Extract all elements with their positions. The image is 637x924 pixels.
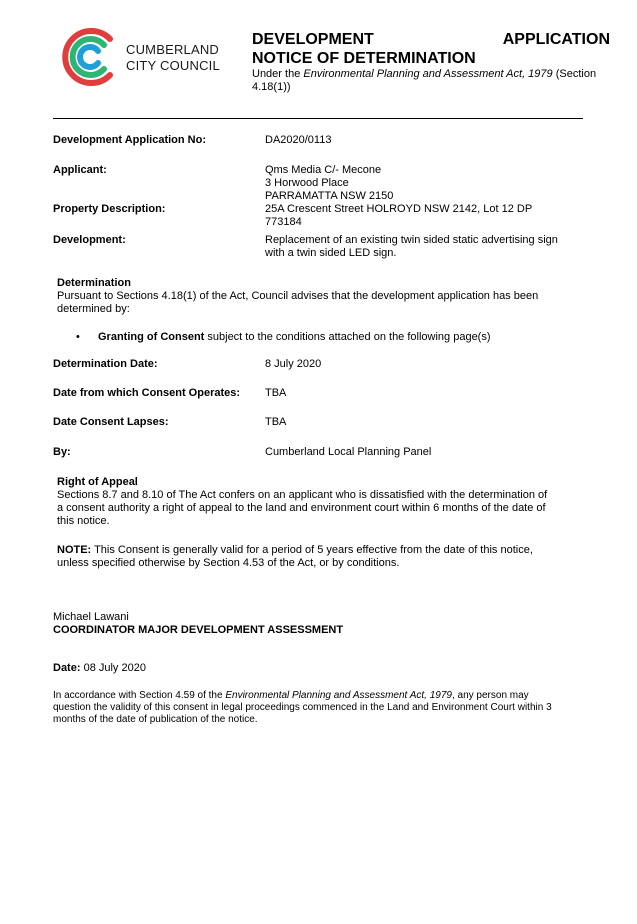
property-line2: 773184	[265, 216, 302, 228]
applicant-label: Applicant:	[53, 164, 107, 176]
signatory-title: COORDINATOR MAJOR DEVELOPMENT ASSESSMENT	[53, 624, 344, 636]
footer-act-name: Environmental Planning and Assessment Act, 1979	[225, 690, 452, 701]
subtitle-act-name: Environmental Planning and Assessment Act, 1979	[303, 68, 553, 80]
document-title-line1	[252, 30, 610, 49]
appeal-line1: Sections 8.7 and 8.10 of The Act confers on an applicant who is dissatisfied with the determination of	[57, 489, 548, 501]
right-of-appeal-body	[57, 489, 547, 528]
property-value	[265, 203, 532, 229]
note-label: NOTE:	[57, 544, 92, 556]
determination-date-value: 8 July 2020	[265, 358, 322, 370]
consent-lapses-value: TBA	[265, 416, 287, 428]
subtitle-suffix: (Section 4.18(1))	[252, 68, 597, 93]
title-word-application: APPLICATION	[502, 31, 610, 48]
date-block	[53, 662, 146, 675]
by-label: By:	[53, 446, 71, 458]
applicant-line1: Qms Media C/- Mecone	[265, 164, 382, 176]
council-logo	[58, 27, 238, 87]
development-label: Development:	[53, 234, 126, 246]
footer-suffix: , any person may	[451, 690, 529, 701]
footer-line1	[53, 690, 552, 702]
da-number-label: Development Application No:	[53, 134, 206, 146]
date-value: 08 July 2020	[80, 662, 146, 674]
development-line2: with a twin sided LED sign.	[265, 247, 397, 259]
bullet-dot: •	[76, 331, 80, 343]
applicant-line3: PARRAMATTA NSW 2150	[265, 190, 394, 202]
right-of-appeal-heading: Right of Appeal	[57, 476, 138, 488]
by-value: Cumberland Local Planning Panel	[265, 446, 432, 458]
property-line1: 25A Crescent Street HOLROYD NSW 2142, Lot 12 DP	[265, 203, 533, 215]
consent-lapses-label: Date Consent Lapses:	[53, 416, 169, 428]
note-line1	[57, 544, 533, 557]
granting-of-consent-bold: Granting of Consent	[98, 331, 205, 343]
determination-body-line1: Pursuant to Sections 4.18(1) of the Act, Council advises that the development application has been	[57, 290, 539, 302]
note-text-line1: This Consent is generally valid for a period of 5 years effective from the date of this notice,	[91, 544, 533, 556]
council-logo-text	[126, 42, 220, 74]
logo-line2: CITY COUNCIL	[126, 58, 220, 73]
title-word-development: DEVELOPMENT	[252, 31, 374, 48]
granting-of-consent-rest: subject to the conditions attached on the following page(s)	[204, 331, 491, 343]
signatory-name: Michael Lawani	[53, 611, 129, 623]
consent-operates-label: Date from which Consent Operates:	[53, 387, 241, 399]
applicant-line2: 3 Horwood Place	[265, 177, 349, 189]
document-title-line2: NOTICE OF DETERMINATION	[252, 50, 476, 67]
applicant-value	[265, 164, 393, 203]
logo-line1: CUMBERLAND	[126, 42, 220, 57]
development-line1: Replacement of an existing twin sided static advertising sign	[265, 234, 558, 246]
footer-line2: question the validity of this consent in legal proceedings commenced in the Land and Environment Court within 3	[53, 702, 552, 713]
determination-body	[57, 290, 538, 316]
determination-date-label: Determination Date:	[53, 358, 158, 370]
development-value	[265, 234, 558, 260]
da-number-value: DA2020/0113	[265, 134, 332, 146]
document-subtitle	[252, 68, 622, 94]
footer-line3: months of the date of publication of the notice.	[53, 714, 258, 725]
determination-heading: Determination	[57, 277, 131, 289]
header-divider	[53, 118, 583, 119]
footer-prefix: In accordance with Section 4.59 of the	[53, 690, 226, 701]
note-block	[57, 544, 533, 570]
appeal-line3: this notice.	[57, 515, 110, 527]
note-line2: unless specified otherwise by Section 4.53 of the Act, or by conditions.	[57, 557, 400, 569]
determination-body-line2: determined by:	[57, 303, 130, 315]
date-label: Date:	[53, 662, 81, 674]
appeal-line2: a consent authority a right of appeal to the land and environment court within 6 months of the date of	[57, 502, 546, 514]
footer-notice	[53, 690, 552, 726]
subtitle-prefix: Under the	[252, 68, 304, 80]
property-label: Property Description:	[53, 203, 166, 215]
consent-operates-value: TBA	[265, 387, 287, 399]
council-logo-icon	[58, 27, 122, 87]
granting-of-consent-item	[98, 331, 491, 344]
